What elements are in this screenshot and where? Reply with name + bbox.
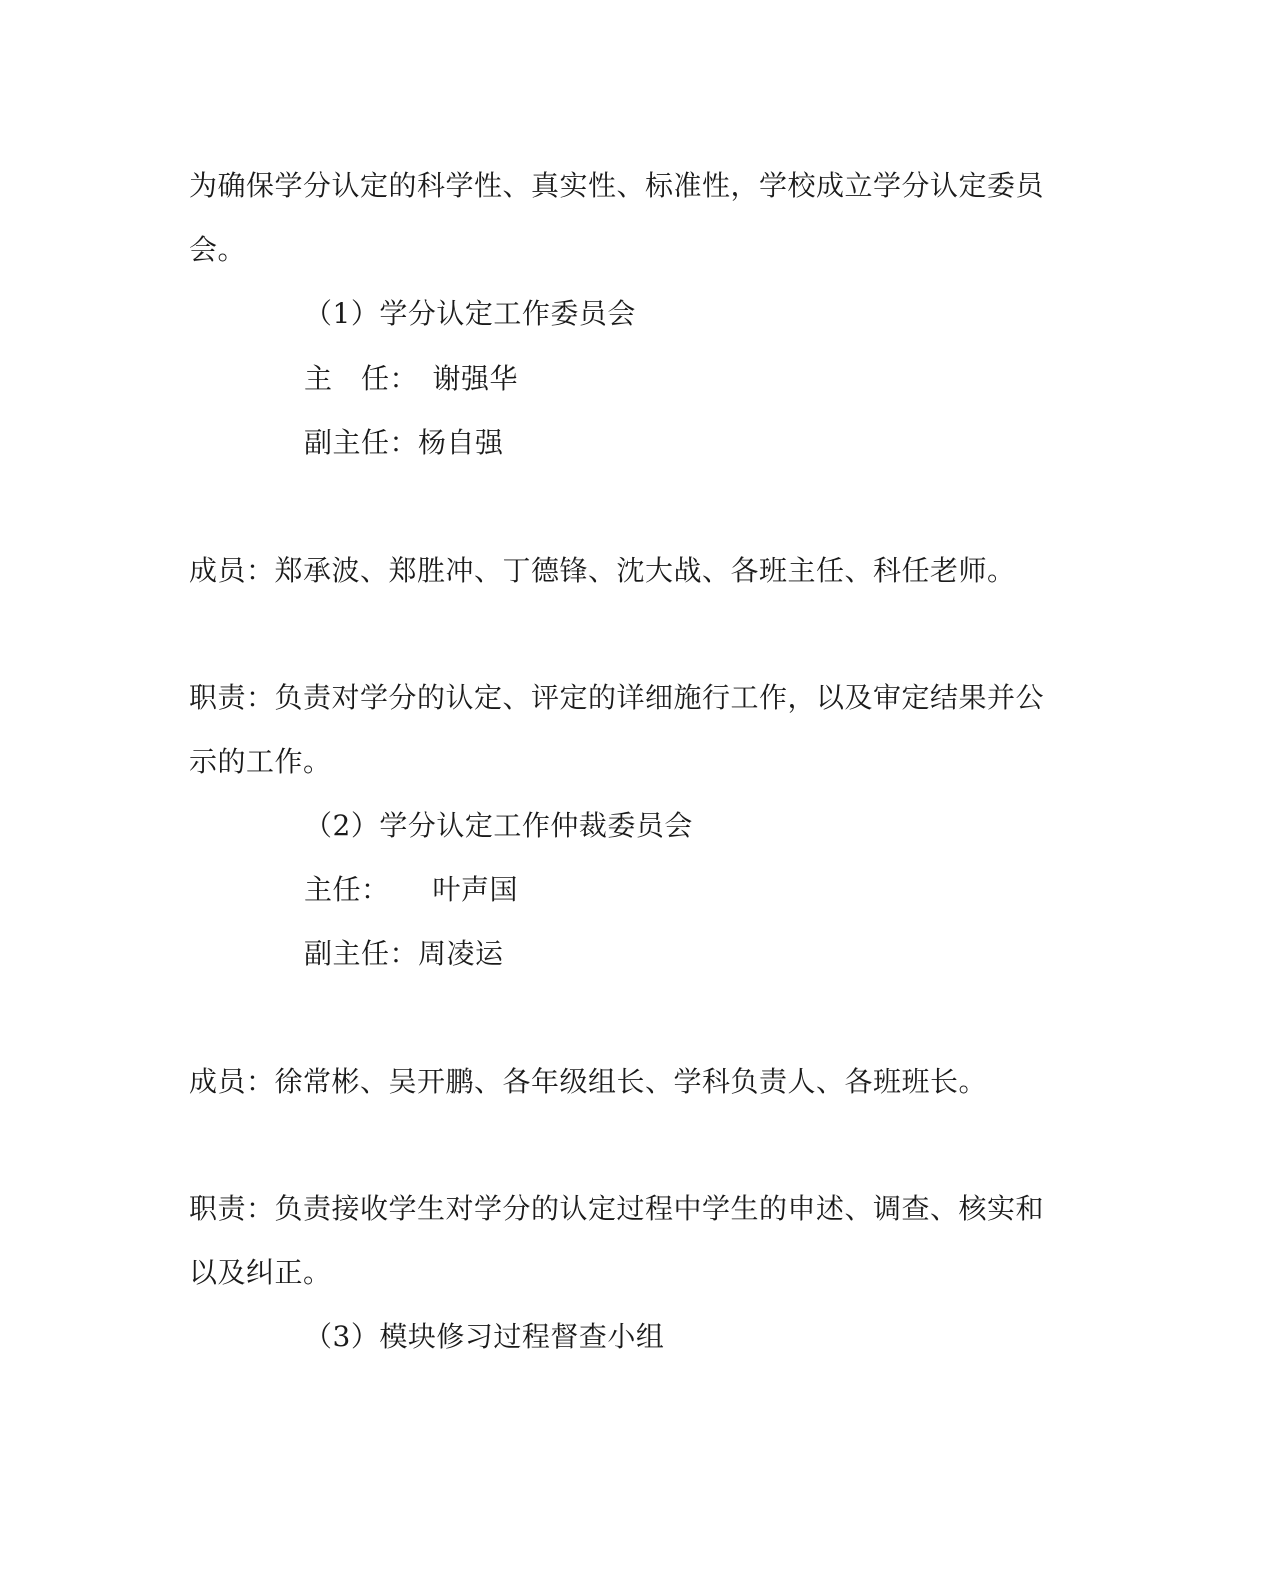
section-1-heading: （1）学分认定工作委员会 — [304, 297, 636, 330]
section-1-members: 成员：郑承波、郑胜冲、丁德锋、沈大战、各班主任、科任老师。 — [189, 554, 1016, 587]
section-2-director: 主任： 叶声国 — [304, 873, 519, 906]
section-1-deputy: 副主任：杨自强 — [304, 426, 504, 459]
section-3-heading: （3）模块修习过程督查小组 — [304, 1320, 665, 1353]
section-2-members: 成员：徐常彬、吴开鹏、各年级组长、学科负责人、各班班长。 — [189, 1065, 988, 1098]
section-2-heading: （2）学分认定工作仲裁委员会 — [304, 809, 693, 842]
section-1-duty-line-2: 示的工作。 — [189, 745, 332, 778]
intro-text-line-2: 会。 — [189, 233, 247, 266]
section-2-duty-line-2: 以及纠正。 — [189, 1256, 332, 1289]
section-1-director: 主 任： 谢强华 — [304, 362, 519, 395]
section-1-duty-line-1: 职责：负责对学分的认定、评定的详细施行工作，以及审定结果并公 — [189, 681, 1045, 714]
intro-text-line-1: 为确保学分认定的科学性、真实性、标准性，学校成立学分认定委员 — [189, 169, 1045, 202]
section-2-deputy: 副主任：周凌运 — [304, 937, 504, 970]
section-2-duty-line-1: 职责：负责接收学生对学分的认定过程中学生的申述、调查、核实和 — [189, 1192, 1045, 1225]
